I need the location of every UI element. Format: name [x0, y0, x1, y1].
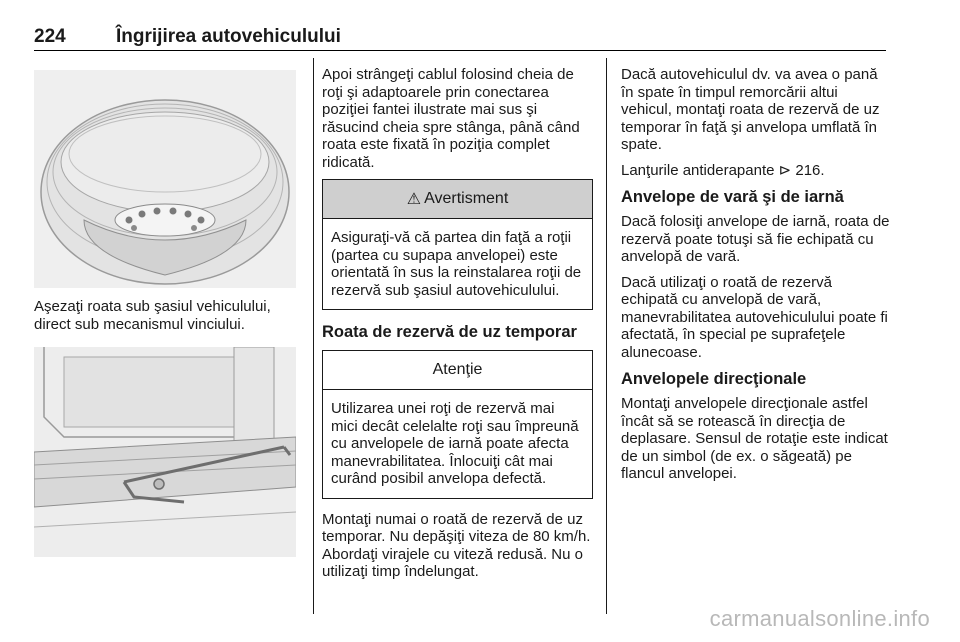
section-heading-summer-winter: Anvelope de vară şi de iarnă	[621, 188, 844, 206]
caution-header	[323, 351, 592, 390]
caution-title: Atenţie	[432, 361, 483, 378]
temporary-spare-paragraph: Montaţi numai o roată de rezervă de uz temporar. Nu depăşiţi viteza de 80 km/h. Abordaţi virajele cu viteză redusă. Nu o utilizaţi timp îndelungat.	[322, 510, 591, 580]
warning-box	[322, 179, 593, 310]
caution-box	[322, 350, 593, 499]
column-middle	[313, 58, 593, 614]
snow-chains-text: Lanţurile antiderapante	[621, 161, 775, 179]
watermark: carmanualsonline.info	[709, 606, 930, 631]
warning-body	[323, 219, 592, 309]
intro-paragraph: Apoi strângeţi cablul folosind cheia de roţi şi adaptoarele prin conectarea poziţiei fantei ilustrate mai sus şi răsucind cheia spre stânga, până când roata este fixată în poziţia complet ridicată.	[322, 66, 580, 171]
figure-caption: Aşezaţi roata sub şasiul vehiculului, direct sub mecanismul vinciului.	[34, 298, 271, 333]
winter-tyres-paragraph: Dacă folosiţi anvelope de iarnă, roata de rezervă poate totuşi să fie echipată cu anvelopă de vară.	[621, 213, 890, 265]
page-ref-arrow-icon: ⊳	[778, 161, 792, 179]
section-heading-directional: Anvelopele direcţionale	[621, 370, 807, 388]
page-header	[34, 18, 886, 51]
snow-chains-link[interactable]: 216.	[795, 161, 825, 179]
column-right	[606, 58, 890, 614]
towing-paragraph: Dacă autovehiculul dv. va avea o pană în spate în timpul remorcării altui vehicul, montaţi roata de rezervă de uz temporar în faţă şi anvelopa umflată în spate.	[621, 66, 880, 153]
caution-body	[323, 390, 592, 498]
section-heading-temporary-spare: Roata de rezervă de uz temporar	[322, 323, 577, 341]
warning-triangle-icon: ⚠	[406, 191, 422, 208]
summer-spare-paragraph: Dacă utilizaţi o roată de rezervă echipată cu anvelopă de vară, manevrabilitatea autovehiculului poate fi afectată, în special pe suprafeţele alunecoase.	[621, 273, 888, 361]
spare-wheel-illustration	[34, 70, 296, 288]
warning-header	[323, 180, 592, 219]
column-left	[34, 58, 296, 557]
warning-text: Asiguraţi-vă că partea din faţă a roţii (partea cu supapa anvelopei) este orientată în sus la reinstalarea roţii de rezervă sub şasiul autovehiculului.	[331, 229, 582, 299]
snow-chains-reference	[621, 162, 890, 180]
page-number: 224	[34, 26, 66, 47]
directional-tyres-paragraph: Montaţi anvelopele direcţionale astfel încât să se rotească în direcţia de deplasare. Sensul de rotaţie este indicat de un simbol (de ex. o săgeată) pe flancul anvelopei.	[621, 395, 888, 482]
chapter-title: Îngrijirea autovehiculului	[116, 26, 341, 47]
warning-title: Avertisment	[424, 190, 509, 207]
winch-wrench-illustration	[34, 347, 296, 557]
caution-text: Utilizarea unei roţi de rezervă mai mici decât celelalte roţi sau împreună cu anvelopele de iarnă poate afecta manevrabilitatea. Înlocuiţi cât mai curând posibil anvelopa defectă.	[331, 400, 579, 487]
